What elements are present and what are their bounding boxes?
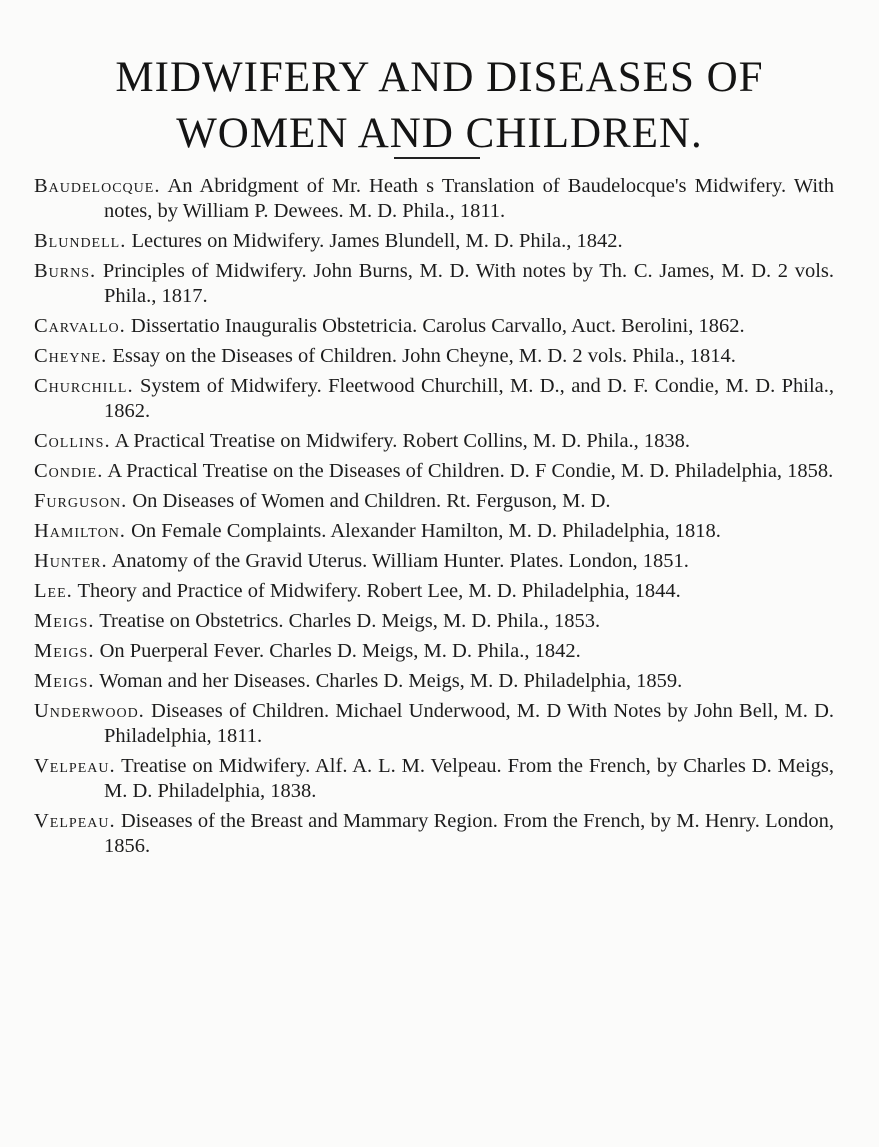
bibliography-entry [34, 809, 834, 859]
bibliography-entry [34, 259, 834, 309]
entry-text: Diseases of the Breast and Mammary Region. From the French, by M. Henry. London, 1856. [104, 810, 835, 857]
entry-author: Collins. [34, 430, 111, 452]
bibliography-entry [34, 609, 834, 634]
entry-text: A Practical Treatise on Midwifery. Robert Collins, M. D. Phila., 1838. [114, 430, 691, 452]
entry-text: Woman and her Diseases. Charles D. Meigs, M. D. Philadelphia, 1859. [99, 670, 683, 692]
entry-author: Meigs. [34, 610, 95, 632]
bibliography-entry [34, 699, 834, 749]
bibliography-entry [34, 374, 834, 424]
entry-text: A Practical Treatise on the Diseases of Children. D. F Condie, M. D. Philadelphia, 1858. [107, 460, 834, 482]
entry-text: Treatise on Midwifery. Alf. A. L. M. Velpeau. From the French, by Charles D. Meigs, M. D. Philadelphia, 1838. [104, 755, 834, 802]
bibliography-entry [34, 519, 834, 544]
bibliography-entry [34, 579, 834, 604]
entry-text: Essay on the Diseases of Children. John Cheyne, M. D. 2 vols. Phila., 1814. [112, 345, 736, 367]
bibliography-entry [34, 229, 834, 254]
entry-author: Hunter. [34, 550, 108, 572]
bibliography-list [34, 174, 834, 864]
entry-author: Burns. [34, 260, 97, 282]
bibliography-entry [34, 549, 834, 574]
entry-author: Baudelocque. [34, 175, 161, 197]
title-line-2: WOMEN AND CHILDREN. [176, 110, 703, 157]
title-divider [394, 157, 480, 159]
entry-text: Treatise on Obstetrics. Charles D. Meigs, M. D. Phila., 1853. [99, 610, 601, 632]
entry-text: Theory and Practice of Midwifery. Robert Lee, M. D. Philadelphia, 1844. [77, 580, 681, 602]
bibliography-entry [34, 459, 834, 484]
entry-author: Meigs. [34, 640, 95, 662]
entry-text: System of Midwifery. Fleetwood Churchill, M. D., and D. F. Condie, M. D. Phila., 1862. [104, 375, 835, 422]
entry-author: Lee. [34, 580, 73, 602]
entry-author: Carvallo. [34, 315, 126, 337]
bibliography-entry [34, 344, 834, 369]
bibliography-entry [34, 314, 834, 339]
bibliography-entry [34, 639, 834, 664]
entry-text: On Puerperal Fever. Charles D. Meigs, M. D. Phila., 1842. [99, 640, 581, 662]
entry-author: Meigs. [34, 670, 95, 692]
bibliography-entry [34, 754, 834, 804]
entry-author: Condie. [34, 460, 104, 482]
entry-text: Anatomy of the Gravid Uterus. William Hunter. Plates. London, 1851. [111, 550, 689, 572]
entry-author: Blundell. [34, 230, 127, 252]
page-title [0, 50, 879, 162]
entry-text: Dissertatio Inauguralis Obstetricia. Carolus Carvallo, Auct. Berolini, 1862. [130, 315, 745, 337]
entry-text: Principles of Midwifery. John Burns, M. D. With notes by Th. C. James, M. D. 2 vols. Phila., 1817. [102, 260, 835, 307]
entry-author: Hamilton. [34, 520, 126, 542]
bibliography-entry [34, 174, 834, 224]
entry-author: Underwood. [34, 700, 145, 722]
entry-text: On Female Complaints. Alexander Hamilton, M. D. Philadelphia, 1818. [131, 520, 721, 542]
entry-author: Furguson. [34, 490, 128, 512]
entry-author: Velpeau. [34, 755, 116, 777]
entry-author: Churchill. [34, 375, 134, 397]
entry-author: Cheyne. [34, 345, 108, 367]
bibliography-entry [34, 669, 834, 694]
title-line-1: MIDWIFERY AND DISEASES OF [115, 54, 764, 101]
bibliography-entry [34, 429, 834, 454]
entry-text: An Abridgment of Mr. Heath s Translation of Baudelocque's Midwifery. With notes, by William P. Dewees. M. D. Phila., 1811. [104, 175, 835, 222]
bibliography-entry [34, 489, 834, 514]
entry-text: Diseases of Children. Michael Underwood, M. D With Notes by John Bell, M. D. Philadelphia, 1811. [104, 700, 835, 747]
entry-author: Velpeau. [34, 810, 116, 832]
entry-text: Lectures on Midwifery. James Blundell, M. D. Phila., 1842. [131, 230, 623, 252]
entry-text: On Diseases of Women and Children. Rt. Ferguson, M. D. [132, 490, 611, 512]
